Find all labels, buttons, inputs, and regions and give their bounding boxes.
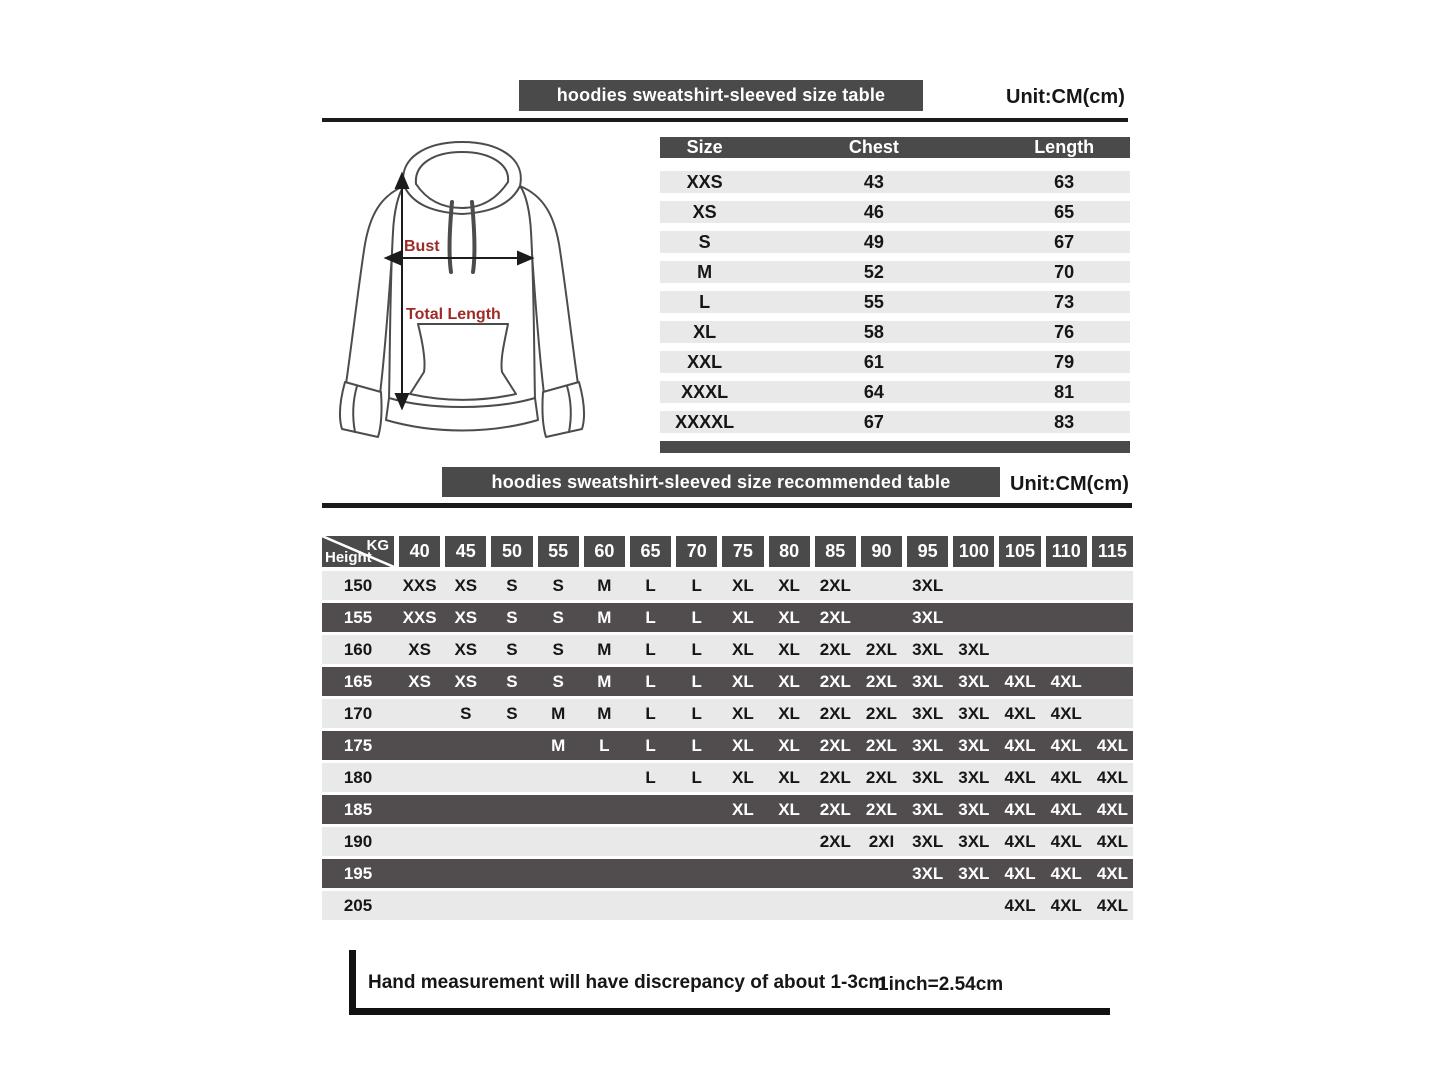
size-cell: L xyxy=(691,703,702,723)
recommended-row-175 xyxy=(322,731,1133,760)
cell-length: 67 xyxy=(1054,231,1075,252)
inch-conversion-note: 1inch=2.54cm xyxy=(878,974,1004,995)
size-cell: 3XL xyxy=(912,735,944,755)
bust-label: Bust xyxy=(404,238,440,255)
kg-column-header: 70 xyxy=(676,536,717,567)
size-cell: M xyxy=(551,703,566,723)
size-cell: 2XL xyxy=(865,735,898,755)
size-cell: 4XL xyxy=(1004,831,1036,851)
corner-kg-label: KG xyxy=(366,537,389,554)
size-cell: 2XL xyxy=(819,735,851,755)
size-cell: M xyxy=(597,703,612,723)
unit-label-bottom: Unit:CM(cm) xyxy=(1010,473,1129,495)
column-chest: Chest xyxy=(848,137,899,157)
size-table-rows xyxy=(660,158,1130,433)
size-cell: XL xyxy=(778,639,800,659)
cell-size: L xyxy=(699,291,711,312)
size-table-row-XL xyxy=(660,321,1130,343)
size-cell: 4XL xyxy=(1096,895,1128,915)
size-cell: 2XL xyxy=(819,703,851,723)
drawstring-left xyxy=(449,202,452,272)
recommended-row-170 xyxy=(322,699,1133,728)
size-table-row-XS xyxy=(660,201,1130,223)
size-cell: 4XL xyxy=(1004,671,1036,691)
drawstring-right xyxy=(472,202,475,272)
kg-column-header: 95 xyxy=(907,536,948,567)
size-cell: 4XL xyxy=(1096,799,1128,819)
recommended-row-185 xyxy=(322,795,1133,824)
corner-height-label: Height xyxy=(325,549,372,566)
size-cell: L xyxy=(691,735,702,755)
size-cell: XL xyxy=(732,735,754,755)
size-cell: 3XL xyxy=(912,863,944,883)
size-cell: 4XL xyxy=(1004,863,1036,883)
size-table-title-bar xyxy=(519,80,923,111)
size-cell: XL xyxy=(732,607,754,627)
recommended-row-165 xyxy=(322,667,1133,696)
size-cell: 4XL xyxy=(1050,799,1082,819)
size-cell: 3XL xyxy=(958,639,990,659)
size-cell: XL xyxy=(778,575,800,595)
size-cell: 3XL xyxy=(912,703,944,723)
size-table-column-header xyxy=(660,137,1130,158)
size-cell: 2XL xyxy=(865,799,898,819)
size-cell: 3XL xyxy=(958,671,990,691)
height-label: 205 xyxy=(343,895,373,915)
size-cell: S xyxy=(506,575,518,595)
middle-divider-line xyxy=(322,503,1132,508)
cell-length: 63 xyxy=(1054,171,1075,192)
size-cell: XL xyxy=(778,671,800,691)
cell-size: XXS xyxy=(686,171,723,192)
cell-size: XL xyxy=(693,321,717,342)
size-cell: L xyxy=(691,575,702,595)
size-cell: S xyxy=(552,575,564,595)
size-cell: 2XL xyxy=(819,799,851,819)
size-cell: XS xyxy=(454,607,478,627)
cell-length: 83 xyxy=(1054,411,1075,432)
size-cell: 4XL xyxy=(1004,703,1036,723)
cell-size: XS xyxy=(692,201,717,222)
size-cell: M xyxy=(597,575,612,595)
recommended-row-150 xyxy=(322,571,1133,600)
size-cell: 4XL xyxy=(1050,767,1082,787)
size-cell: 4XL xyxy=(1004,799,1036,819)
height-label: 150 xyxy=(343,575,373,595)
footnote-underline xyxy=(349,1008,1110,1015)
size-table-title: hoodies sweatshirt-sleeved size table xyxy=(556,85,886,105)
size-cell: XL xyxy=(778,607,800,627)
size-table-row-XXXL xyxy=(660,381,1130,403)
size-cell: L xyxy=(645,575,656,595)
size-cell: S xyxy=(552,639,564,659)
total-length-label: Total Length xyxy=(406,306,501,323)
size-cell: XS xyxy=(408,671,431,691)
size-cell: L xyxy=(691,639,702,659)
kg-column-header: 40 xyxy=(399,536,440,567)
size-cell: 4XL xyxy=(1050,703,1082,723)
size-cell: XL xyxy=(732,671,754,691)
size-cell: L xyxy=(645,767,656,787)
size-cell: L xyxy=(691,607,702,627)
recommended-table xyxy=(322,536,1133,923)
size-cell: XS xyxy=(454,575,478,595)
size-cell: 4XL xyxy=(1050,831,1082,851)
height-label: 165 xyxy=(343,671,373,691)
cell-chest: 43 xyxy=(863,171,884,192)
kg-column-header: 115 xyxy=(1092,536,1133,567)
size-cell: 4XL xyxy=(1004,767,1036,787)
size-cell: 3XL xyxy=(912,831,944,851)
footnote-left-bar xyxy=(349,950,356,1008)
hoodie-measurement-diagram xyxy=(330,132,606,458)
size-cell: 2XL xyxy=(865,639,898,659)
size-table-row-XXXXL xyxy=(660,411,1130,433)
size-table-row-S xyxy=(660,231,1130,253)
size-table-row-M xyxy=(660,261,1130,283)
size-cell: S xyxy=(506,607,518,627)
size-cell: XXS xyxy=(402,607,437,627)
cell-length: 76 xyxy=(1054,321,1075,342)
size-cell: XL xyxy=(732,575,754,595)
kg-column-header: 105 xyxy=(999,536,1040,567)
size-cell: XL xyxy=(732,639,754,659)
kg-column-header: 90 xyxy=(861,536,902,567)
size-cell: L xyxy=(691,671,702,691)
size-cell: L xyxy=(645,671,656,691)
height-label: 170 xyxy=(343,703,373,723)
recommended-row-190 xyxy=(322,827,1133,856)
size-cell: 3XL xyxy=(958,863,990,883)
size-cell: 3XL xyxy=(912,767,944,787)
height-label: 155 xyxy=(343,607,373,627)
cell-chest: 67 xyxy=(863,411,884,432)
size-cell: 3XL xyxy=(958,831,990,851)
height-label: 180 xyxy=(343,767,373,787)
size-cell: 4XL xyxy=(1004,895,1036,915)
size-table xyxy=(660,137,1130,453)
size-cell: XS xyxy=(408,639,431,659)
size-cell: 3XL xyxy=(912,799,944,819)
size-cell: 2XL xyxy=(819,671,851,691)
cell-size: S xyxy=(698,231,711,252)
recommended-table-body xyxy=(322,571,1133,920)
size-cell: XL xyxy=(778,703,800,723)
kg-height-corner-cell xyxy=(322,536,394,567)
size-cell: L xyxy=(645,735,656,755)
size-cell: S xyxy=(552,671,564,691)
cell-chest: 52 xyxy=(863,261,884,282)
cell-chest: 49 xyxy=(863,231,884,252)
size-cell: 4XL xyxy=(1096,735,1128,755)
cell-length: 65 xyxy=(1054,201,1075,222)
recommended-row-205 xyxy=(322,891,1133,920)
size-cell: 3XL xyxy=(912,607,944,627)
size-cell: 2XL xyxy=(865,767,898,787)
cell-length: 81 xyxy=(1054,381,1075,402)
cell-size: XXXL xyxy=(681,381,729,402)
size-cell: XS xyxy=(454,639,478,659)
size-cell: 4XL xyxy=(1004,735,1036,755)
size-cell: 2XL xyxy=(819,575,851,595)
kg-column-header: 60 xyxy=(584,536,625,567)
size-cell: XL xyxy=(778,767,800,787)
kg-column-header: 80 xyxy=(769,536,810,567)
top-divider-line xyxy=(322,118,1128,122)
size-cell: 4XL xyxy=(1050,735,1082,755)
recommended-table-title-bar xyxy=(442,467,1000,497)
size-cell: S xyxy=(460,703,472,723)
size-cell: 4XL xyxy=(1096,767,1128,787)
size-cell: L xyxy=(645,607,656,627)
size-cell: 3XL xyxy=(912,639,944,659)
size-cell: 3XL xyxy=(958,767,990,787)
size-cell: S xyxy=(506,671,518,691)
recommended-row-180 xyxy=(322,763,1133,792)
size-cell: M xyxy=(551,735,566,755)
recommended-table-header xyxy=(322,536,1133,567)
cell-chest: 61 xyxy=(863,351,884,372)
size-cell: L xyxy=(599,735,610,755)
left-cuff xyxy=(340,382,382,437)
size-cell: 2XL xyxy=(819,639,851,659)
size-cell: XS xyxy=(454,671,478,691)
size-cell: 2XL xyxy=(865,703,898,723)
cell-chest: 64 xyxy=(863,381,884,402)
unit-label-top: Unit:CM(cm) xyxy=(1006,86,1125,108)
kg-column-header: 55 xyxy=(538,536,579,567)
size-cell: M xyxy=(597,671,612,691)
size-cell: M xyxy=(597,607,612,627)
size-cell: 4XL xyxy=(1096,863,1128,883)
size-cell: XL xyxy=(732,799,754,819)
size-cell: L xyxy=(645,639,656,659)
size-cell: 4XL xyxy=(1050,671,1082,691)
column-length: Length xyxy=(1034,137,1095,157)
size-cell: M xyxy=(597,639,612,659)
size-cell: XXS xyxy=(402,575,437,595)
size-table-footer-bar xyxy=(660,441,1130,453)
cell-length: 70 xyxy=(1054,261,1075,282)
kangaroo-pocket xyxy=(410,324,516,400)
height-label: 175 xyxy=(343,735,373,755)
size-table-row-XXS xyxy=(660,171,1130,193)
size-cell: XL xyxy=(732,703,754,723)
kg-column-header: 100 xyxy=(953,536,994,567)
recommended-row-160 xyxy=(322,635,1133,664)
cell-size: XXXXL xyxy=(675,411,735,432)
size-cell: 3XL xyxy=(958,703,990,723)
size-cell: L xyxy=(645,703,656,723)
recommended-row-155 xyxy=(322,603,1133,632)
size-cell: L xyxy=(691,767,702,787)
size-cell: S xyxy=(506,639,518,659)
size-cell: 3XL xyxy=(912,671,944,691)
height-label: 160 xyxy=(343,639,373,659)
size-cell: S xyxy=(506,703,518,723)
cell-size: XXL xyxy=(687,351,723,372)
footnote-text: Hand measurement will have discrepancy of about 1-3cm xyxy=(368,972,886,993)
column-size: Size xyxy=(686,137,723,157)
size-cell: 2XI xyxy=(868,831,895,851)
kg-column-header: 65 xyxy=(630,536,671,567)
kg-column-header: 75 xyxy=(722,536,763,567)
cell-length: 73 xyxy=(1054,291,1075,312)
cell-chest: 55 xyxy=(863,291,884,312)
size-cell: S xyxy=(552,607,564,627)
cell-chest: 46 xyxy=(863,201,884,222)
size-cell: 2XL xyxy=(819,767,851,787)
size-table-row-XXL xyxy=(660,351,1130,373)
recommended-row-195 xyxy=(322,859,1133,888)
size-cell: 2XL xyxy=(819,831,851,851)
cell-size: M xyxy=(697,261,713,282)
size-cell: 4XL xyxy=(1050,895,1082,915)
cell-length: 79 xyxy=(1054,351,1075,372)
size-cell: 3XL xyxy=(958,735,990,755)
kg-column-header: 50 xyxy=(491,536,532,567)
size-cell: 4XL xyxy=(1050,863,1082,883)
size-cell: 3XL xyxy=(912,575,944,595)
kg-column-header: 85 xyxy=(815,536,856,567)
kg-column-header: 45 xyxy=(445,536,486,567)
height-label: 185 xyxy=(343,799,373,819)
height-label: 195 xyxy=(343,863,373,883)
kg-column-header: 110 xyxy=(1046,536,1087,567)
size-cell: XL xyxy=(732,767,754,787)
size-cell: 2XL xyxy=(819,607,851,627)
height-label: 190 xyxy=(343,831,373,851)
size-cell: 2XL xyxy=(865,671,898,691)
size-cell: XL xyxy=(778,799,800,819)
size-cell: XL xyxy=(778,735,800,755)
cell-chest: 58 xyxy=(863,321,884,342)
size-cell: 4XL xyxy=(1096,831,1128,851)
size-cell: 3XL xyxy=(958,799,990,819)
recommended-table-title: hoodies sweatshirt-sleeved size recommended table xyxy=(491,471,951,492)
right-cuff xyxy=(542,382,584,437)
size-table-row-L xyxy=(660,291,1130,313)
